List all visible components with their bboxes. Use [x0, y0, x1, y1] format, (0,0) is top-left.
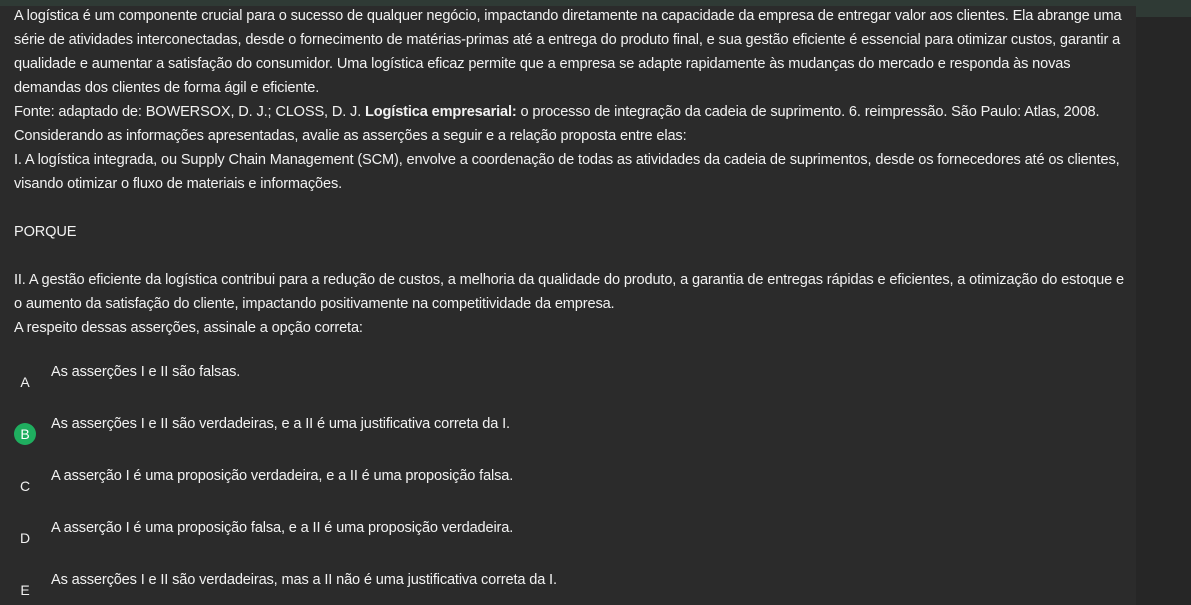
source-title: Logística empresarial: — [365, 104, 517, 120]
source-prefix: Fonte: adaptado de: BOWERSOX, D. J.; CLOSS, D. J. — [14, 104, 366, 120]
right-margin — [1136, 17, 1191, 605]
connector-text: PORQUE — [14, 224, 77, 240]
option-letter-selected[interactable]: B — [14, 423, 36, 445]
option-letter[interactable]: D — [19, 530, 31, 546]
option-text[interactable]: As asserções I e II são verdadeiras, mas a II não é uma justificativa correta da I. — [51, 572, 557, 588]
option-a[interactable] — [0, 360, 1130, 412]
option-text[interactable]: As asserções I e II são verdadeiras, e a II é uma justificativa correta da I. — [51, 416, 510, 432]
option-c[interactable] — [0, 464, 1130, 516]
option-b[interactable] — [0, 412, 1130, 464]
question-statement — [14, 4, 1124, 340]
assertion-1: I. A logística integrada, ou Supply Chain Management (SCM), envolve a coordenação de todas as atividades da cadeia de suprimentos, desde os fornecedores até os clientes, visando otimizar o fluxo de materiais e informações. — [14, 152, 1120, 192]
option-letter[interactable]: C — [19, 478, 31, 494]
option-text[interactable]: As asserções I e II são falsas. — [51, 364, 241, 380]
instruction-text: Considerando as informações apresentadas, avalie as asserções a seguir e a relação proposta entre elas: — [14, 128, 687, 144]
context-paragraph: A logística é um componente crucial para o sucesso de qualquer negócio, impactando diretamente na capacidade da empresa de entregar valor aos clientes. Ela abrange uma série de atividades interconectadas, desde o fornecimento de matérias-primas até a entrega do produto final, e sua gestão eficiente é essencial para otimizar custos, garantir a qualidade e aumentar a satisfação do consumidor. Uma logística eficaz permite que a empresa se adapte rapidamente às mudanças do mercado e responda às novas demandas dos clientes de forma ágil e eficiente. — [14, 8, 1122, 96]
option-e[interactable] — [0, 568, 1130, 605]
option-text[interactable]: A asserção I é uma proposição falsa, e a II é uma proposição verdadeira. — [51, 520, 514, 536]
option-letter[interactable]: A — [20, 374, 30, 390]
answer-options — [0, 360, 1130, 605]
top-bar-corner — [1136, 0, 1191, 18]
option-text[interactable]: A asserção I é uma proposição verdadeira, e a II é uma proposição falsa. — [51, 468, 514, 484]
source-suffix: o processo de integração da cadeia de suprimento. 6. reimpressão. São Paulo: Atlas, 2008. — [516, 104, 1100, 120]
option-letter[interactable]: E — [20, 582, 30, 598]
option-d[interactable] — [0, 516, 1130, 568]
prompt-text: A respeito dessas asserções, assinale a opção correta: — [14, 320, 363, 336]
assertion-2: II. A gestão eficiente da logística contribui para a redução de custos, a melhoria da qualidade do produto, a garantia de entregas rápidas e eficientes, a otimização do estoque e o aumento da satisfação do cliente, impactando positivamente na competitividade da empresa. — [14, 272, 1124, 312]
source-reference — [14, 100, 1124, 124]
